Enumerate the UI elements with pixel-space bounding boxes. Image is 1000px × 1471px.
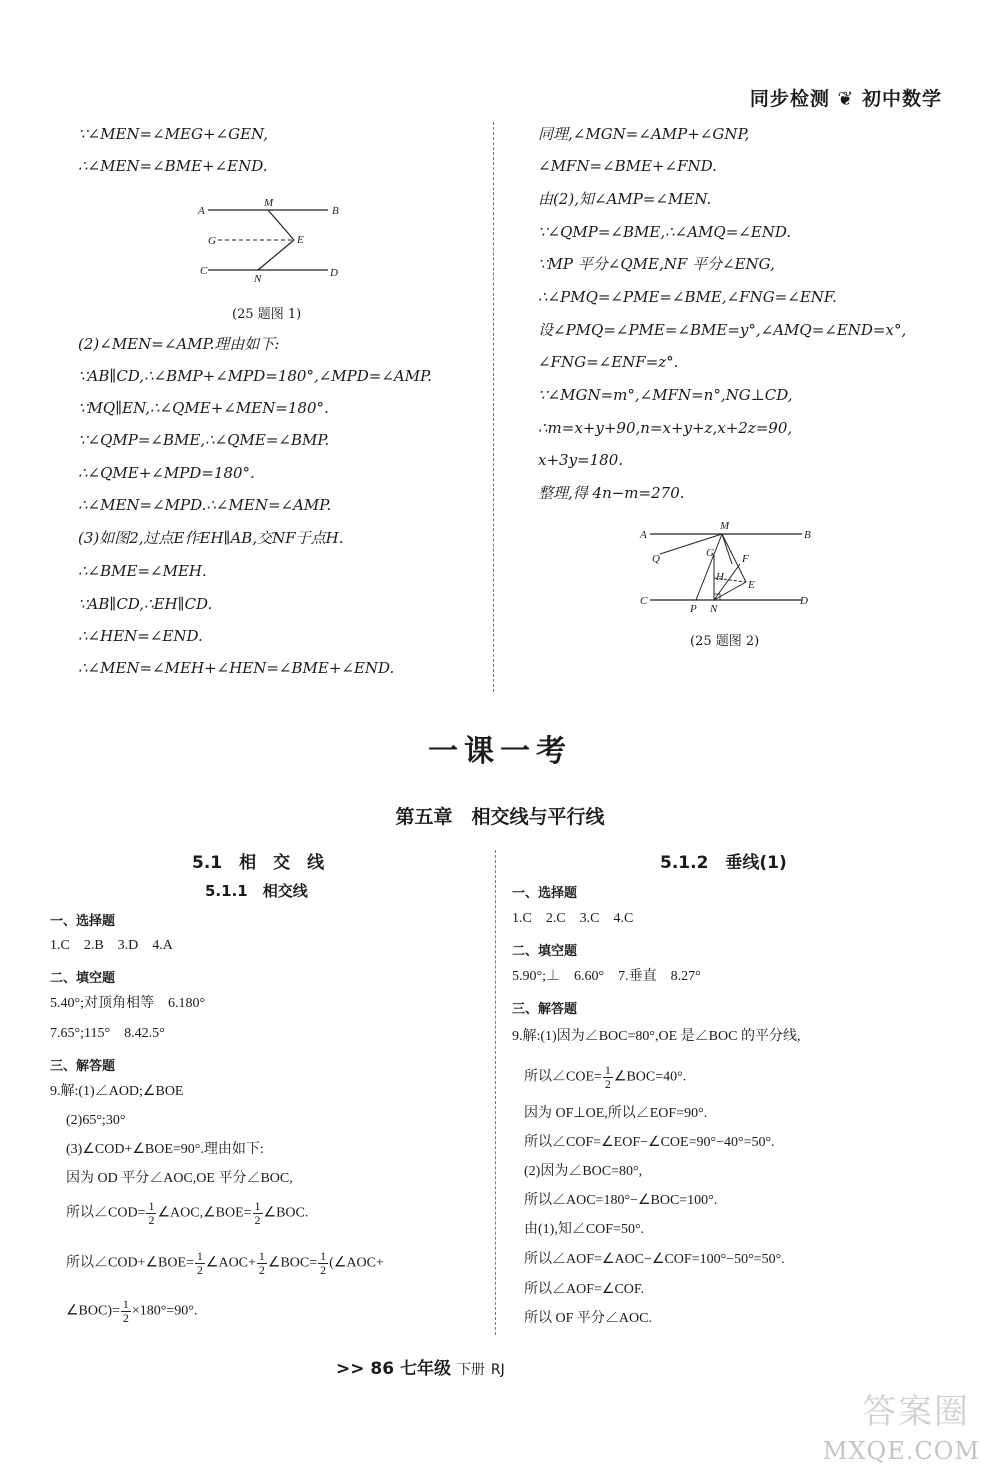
section-heading: 5.1.2 垂线(1) bbox=[660, 853, 787, 873]
arrows-icon: >> bbox=[336, 1359, 365, 1379]
text-line: ∵∠QMP=∠BME,∴∠QME=∠BMP. bbox=[78, 431, 330, 449]
answer-line: 由(1),知∠COF=50°. bbox=[524, 1222, 645, 1237]
answer-line: ∠BOC)= $\frac{1}{2}$ ×180°=90°. bbox=[66, 1297, 198, 1325]
answer-line: 1.C 2.C 3.C 4.C bbox=[512, 911, 634, 926]
answer-line: 所以∠AOF=∠AOC−∠COF=100°−50°=50°. bbox=[524, 1252, 785, 1267]
label-E: E bbox=[297, 234, 304, 246]
answer-line: 所以∠COD+∠BOE= $\frac{1}{2}$ ∠AOC+ $\frac{1}{2}$ ∠BOC= $\frac{1}{2}$ (∠AOC+ bbox=[66, 1249, 384, 1277]
label-D: D bbox=[330, 267, 338, 279]
label-B: B bbox=[804, 529, 811, 541]
label-C: C bbox=[640, 595, 648, 607]
text-line: 设∠PMQ=∠PME=∠BME=y°,∠AMQ=∠END=x°, bbox=[538, 321, 907, 339]
fraction-half: $\frac{1}{2}$ bbox=[320, 1249, 327, 1277]
category-label: 二、填空题 bbox=[512, 944, 578, 959]
page-number: 86 bbox=[370, 1359, 395, 1379]
label-G: G bbox=[208, 235, 216, 247]
category-label: 三、解答题 bbox=[512, 1002, 578, 1017]
label-A: A bbox=[198, 205, 205, 217]
fraction-half: $\frac{1}{2}$ bbox=[196, 1249, 203, 1277]
label-M: M bbox=[720, 520, 730, 532]
text-line: ∵∠MEN=∠MEG+∠GEN, bbox=[78, 125, 268, 143]
text-line: 同理,∠MGN=∠AMP+∠GNP, bbox=[538, 125, 750, 143]
fraction-half: $\frac{1}{2}$ bbox=[254, 1199, 261, 1227]
fraction-half: $\frac{1}{2}$ bbox=[258, 1249, 265, 1277]
text-line: ∵MQ∥EN,∴∠QME+∠MEN=180°. bbox=[78, 399, 329, 417]
figure-caption: (25 题图 2) bbox=[690, 634, 760, 649]
label-H: H bbox=[716, 571, 724, 583]
answer-line: (2)65°;30° bbox=[66, 1113, 126, 1128]
column-divider bbox=[495, 850, 496, 1335]
label-N: N bbox=[254, 273, 262, 285]
answer-line: 因为 OF⊥OE,所以∠EOF=90°. bbox=[524, 1106, 708, 1121]
text-line: ∴∠MEN=∠MPD.∴∠MEN=∠AMP. bbox=[78, 496, 332, 514]
text-line: (2)∠MEN=∠AMP.理由如下: bbox=[78, 335, 280, 353]
answer-line: 所以∠COF=∠EOF−∠COE=90°−40°=50°. bbox=[524, 1135, 775, 1150]
answer-line: 所以∠COD= $\frac{1}{2}$ ∠AOC,∠BOE= $\frac{1}{2}$ ∠BOC. bbox=[66, 1199, 309, 1227]
header-title: 同步检测 ❦ 初中数学 bbox=[749, 88, 942, 110]
answer-line: (3)∠COD+∠BOE=90°.理由如下: bbox=[66, 1142, 264, 1157]
fraction-half: $\frac{1}{2}$ bbox=[122, 1297, 129, 1325]
label-M: M bbox=[264, 197, 274, 209]
text-line: x+3y=180. bbox=[538, 451, 624, 469]
figure-25-2 bbox=[636, 518, 816, 618]
text-line: ∴∠PMQ=∠PME=∠BME,∠FNG=∠ENF. bbox=[538, 288, 837, 306]
column-divider bbox=[493, 122, 494, 692]
label-E: E bbox=[748, 579, 755, 591]
label-A: A bbox=[640, 529, 647, 541]
label-F: F bbox=[742, 553, 749, 565]
category-label: 三、解答题 bbox=[50, 1059, 116, 1074]
label-N: N bbox=[710, 603, 718, 615]
watermark-url: MXQE.COM bbox=[822, 1437, 980, 1465]
figure-25-1 bbox=[196, 196, 346, 288]
text-line: ∵MP 平分∠QME,NF 平分∠ENG, bbox=[538, 255, 775, 273]
book-label: 下册 bbox=[456, 1362, 485, 1378]
fraction-half: $\frac{1}{2}$ bbox=[148, 1199, 155, 1227]
answer-line: 1.C 2.B 3.D 4.A bbox=[50, 938, 173, 953]
chapter-title: 第五章 相交线与平行线 bbox=[395, 806, 605, 828]
answer-line: 7.65°;115° 8.42.5° bbox=[50, 1026, 165, 1041]
grade-label: 七年级 bbox=[400, 1359, 452, 1379]
text-line: ∵∠QMP=∠BME,∴∠AMQ=∠END. bbox=[538, 223, 792, 241]
answer-line: 因为 OD 平分∠AOC,OE 平分∠BOC, bbox=[66, 1171, 293, 1186]
answer-line: 所以∠AOC=180°−∠BOC=100°. bbox=[524, 1193, 718, 1208]
label-C: C bbox=[200, 265, 208, 277]
text-line: ∴m=x+y+90,n=x+y+z,x+2z=90, bbox=[538, 419, 793, 437]
text-line: 整理,得 4n−m=270. bbox=[538, 484, 685, 502]
text-line: 由(2),知∠AMP=∠MEN. bbox=[538, 190, 712, 208]
figure-caption: (25 题图 1) bbox=[232, 307, 302, 322]
section-title: 一课一考 bbox=[428, 734, 572, 769]
text-line: ∴∠HEN=∠END. bbox=[78, 627, 203, 645]
answer-line: 9.解:(1)∠AOD;∠BOE bbox=[50, 1084, 184, 1099]
answer-line: 5.40°;对顶角相等 6.180° bbox=[50, 996, 206, 1011]
text-line: ∵AB∥CD,∴EH∥CD. bbox=[78, 595, 213, 613]
label-D: D bbox=[800, 595, 808, 607]
category-label: 二、填空题 bbox=[50, 971, 116, 986]
answer-line: (2)因为∠BOC=80°, bbox=[524, 1164, 643, 1179]
answer-line: 所以∠COE= $\frac{1}{2}$ ∠BOC=40°. bbox=[524, 1063, 687, 1091]
text-line: ∠MFN=∠BME+∠FND. bbox=[538, 157, 717, 175]
label-P: P bbox=[690, 603, 697, 615]
text-line: ∠FNG=∠ENF=z°. bbox=[538, 353, 679, 371]
answer-line: 所以 OF 平分∠AOC. bbox=[524, 1311, 652, 1326]
page-footer bbox=[336, 1354, 505, 1379]
text-line: (3)如图2,过点E作EH∥AB,交NF于点H. bbox=[78, 529, 344, 547]
label-Q: Q bbox=[652, 553, 660, 565]
text-line: ∴∠MEN=∠BME+∠END. bbox=[78, 157, 268, 175]
text-line: ∵AB∥CD,∴∠BMP+∠MPD=180°,∠MPD=∠AMP. bbox=[78, 367, 432, 385]
label-B: B bbox=[332, 205, 339, 217]
fraction-half: $\frac{1}{2}$ bbox=[604, 1063, 611, 1091]
text-line: ∴∠BME=∠MEH. bbox=[78, 562, 207, 580]
label-G: G bbox=[706, 547, 714, 559]
text-line: ∴∠QME+∠MPD=180°. bbox=[78, 464, 255, 482]
answer-line: 所以∠AOF=∠COF. bbox=[524, 1282, 645, 1297]
category-label: 一、选择题 bbox=[512, 886, 578, 901]
answer-line: 5.90°;⊥ 6.60° 7.垂直 8.27° bbox=[512, 969, 701, 984]
watermark-logo: 答案圈 bbox=[862, 1392, 970, 1432]
category-label: 一、选择题 bbox=[50, 914, 116, 929]
text-line: ∵∠MGN=m°,∠MFN=n°,NG⊥CD, bbox=[538, 386, 793, 404]
answer-line: 9.解:(1)因为∠BOC=80°,OE 是∠BOC 的平分线, bbox=[512, 1029, 801, 1044]
edition-label: RJ bbox=[490, 1362, 505, 1378]
section-heading: 5.1 相 交 线 bbox=[192, 853, 325, 873]
text-line: ∴∠MEN=∠MEH+∠HEN=∠BME+∠END. bbox=[78, 659, 395, 677]
subsection-heading: 5.1.1 相交线 bbox=[205, 882, 308, 900]
